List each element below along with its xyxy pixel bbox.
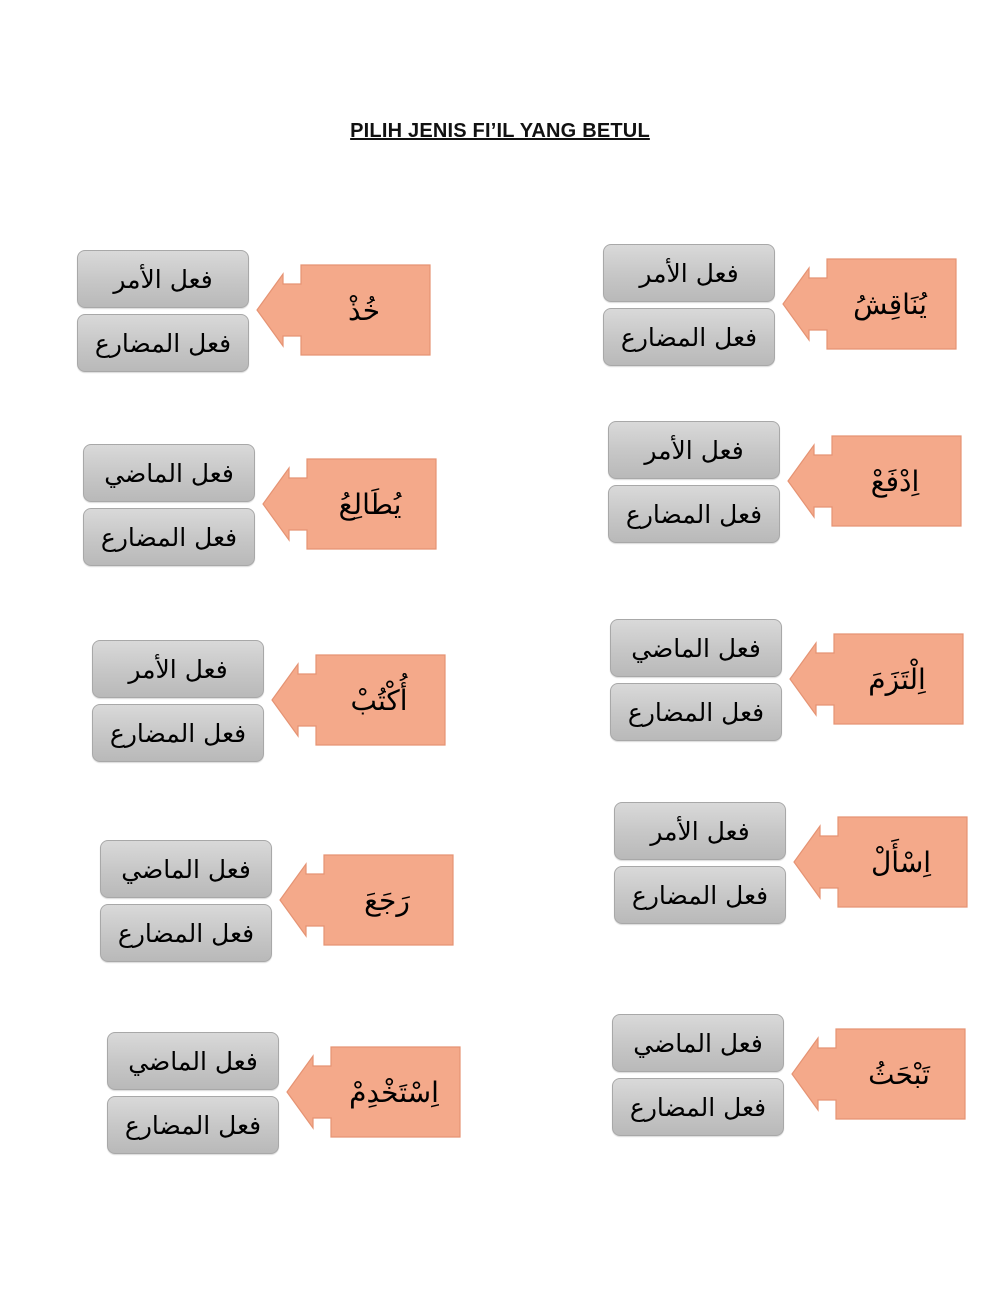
verb-word: يُطَالِعُ xyxy=(338,487,402,521)
option-button[interactable]: فعل المضارع xyxy=(614,866,786,924)
option-button[interactable]: فعل الأمر xyxy=(608,421,780,479)
option-button[interactable]: فعل الماضي xyxy=(107,1032,279,1090)
option-button[interactable]: فعل الأمر xyxy=(92,640,264,698)
question-item xyxy=(612,1014,972,1139)
question-item xyxy=(603,244,963,369)
question-item xyxy=(610,619,970,744)
option-button[interactable]: فعل المضارع xyxy=(92,704,264,762)
verb-word: رَجَعَ xyxy=(364,883,410,917)
question-item xyxy=(614,802,974,927)
question-item xyxy=(608,421,968,546)
verb-word: أُكْتُبْ xyxy=(350,683,408,717)
verb-word: اِدْفَعْ xyxy=(870,464,920,498)
option-button[interactable]: فعل المضارع xyxy=(100,904,272,962)
word-callout xyxy=(786,435,962,527)
question-item xyxy=(100,840,460,965)
option-button[interactable]: فعل الماضي xyxy=(83,444,255,502)
word-callout xyxy=(792,816,968,908)
question-item xyxy=(107,1032,467,1157)
option-button[interactable]: فعل الأمر xyxy=(77,250,249,308)
option-button[interactable]: فعل الماضي xyxy=(100,840,272,898)
page-title: PILIH JENIS FI’IL YANG BETUL xyxy=(350,120,650,142)
word-callout xyxy=(790,1028,966,1120)
word-callout xyxy=(255,264,431,356)
option-button[interactable]: فعل الأمر xyxy=(603,244,775,302)
option-button[interactable]: فعل الماضي xyxy=(612,1014,784,1072)
word-callout xyxy=(285,1046,461,1138)
option-button[interactable]: فعل المضارع xyxy=(77,314,249,372)
option-button[interactable]: فعل المضارع xyxy=(612,1078,784,1136)
verb-word: اِلْتَزَمَ xyxy=(868,662,926,696)
question-item xyxy=(77,250,437,375)
verb-word: تَبْحَثُ xyxy=(868,1057,930,1091)
word-callout xyxy=(270,654,446,746)
verb-word: اِسْأَلْ xyxy=(870,845,932,879)
option-button[interactable]: فعل المضارع xyxy=(603,308,775,366)
word-callout xyxy=(278,854,454,946)
word-callout xyxy=(781,258,957,350)
option-button[interactable]: فعل الأمر xyxy=(614,802,786,860)
option-button[interactable]: فعل المضارع xyxy=(608,485,780,543)
word-callout xyxy=(788,633,964,725)
verb-word: اِسْتَخْدِمْ xyxy=(349,1075,439,1109)
word-callout xyxy=(261,458,437,550)
option-button[interactable]: فعل المضارع xyxy=(610,683,782,741)
verb-word: خُذْ xyxy=(348,293,381,327)
question-item xyxy=(92,640,452,765)
option-button[interactable]: فعل المضارع xyxy=(107,1096,279,1154)
option-button[interactable]: فعل الماضي xyxy=(610,619,782,677)
option-button[interactable]: فعل المضارع xyxy=(83,508,255,566)
verb-word: يُنَاقِشُ xyxy=(853,287,927,321)
question-item xyxy=(83,444,443,569)
